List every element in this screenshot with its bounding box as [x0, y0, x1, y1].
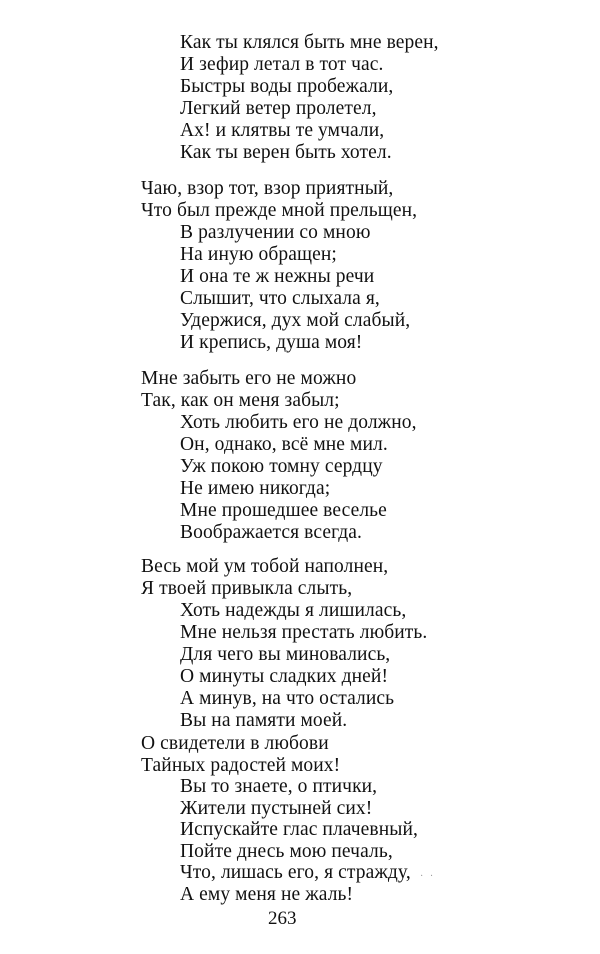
poem-line: Удержися, дух мой слабый, — [180, 310, 411, 331]
poem-line: Пойте днесь мою печаль, — [180, 840, 393, 862]
poem-line: Ах! и клятвы те умчали, — [180, 120, 385, 141]
poem-line: Быстры воды пробежали, — [180, 76, 394, 97]
poem-line: Как ты клялся быть мне верен, — [180, 32, 439, 53]
poem-line: Легкий ветер пролетел, — [180, 98, 377, 119]
poem-line: Мне нельзя престать любить. — [180, 622, 428, 643]
poem-line: Не имею никогда; — [180, 478, 331, 499]
poem-line: И крепись, душа моя! — [180, 332, 363, 353]
poem-line: Я твоей привыкла слыть, — [141, 578, 353, 599]
poem-line: А ему меня не жаль! — [180, 883, 354, 905]
poem-line: Жители пустыней сих! — [180, 797, 373, 819]
poem-line: И она те ж нежны речи — [180, 266, 375, 287]
poem-line: Что, лишась его, я стражду, — [180, 862, 411, 883]
poem-line: О минуты сладких дней! — [180, 666, 389, 687]
poem-line: Вы то знаете, о птички, — [180, 776, 378, 797]
poem-line: Испускайте глас плачевный, — [180, 819, 418, 840]
poem-line: Так, как он меня забыл; — [141, 390, 340, 411]
poem-line: Хоть надежды я лишилась, — [180, 600, 407, 621]
poem-line: Чаю, взор тот, взор приятный, — [141, 178, 394, 199]
print-speck: · · — [420, 871, 436, 882]
poem-line: Как ты верен быть хотел. — [180, 142, 392, 163]
poem-line: Вы на памяти моей. — [180, 710, 348, 731]
poem-line: А минув, на что остались — [180, 688, 395, 709]
page-number: 263 — [268, 908, 297, 929]
poem-line: Уж покою томну сердцу — [180, 456, 383, 477]
poem-line: Что был прежде мной прельщен, — [141, 200, 418, 221]
poem-line: Мне прошедшее веселье — [180, 500, 387, 521]
poem-line: Хоть любить его не должно, — [180, 412, 417, 433]
poem-line: На иную обращен; — [180, 244, 337, 265]
poem-line: Он, однако, всё мне мил. — [180, 434, 388, 455]
poem-line: В разлучении со мною — [180, 222, 371, 243]
poem-line: Мне забыть его не можно — [141, 368, 357, 389]
poem-line: Для чего вы миновались, — [180, 644, 391, 665]
poem-line: Слышит, что слыхала я, — [180, 288, 380, 309]
poem-line: Тайных радостей моих! — [141, 754, 341, 776]
poem-line: И зефир летал в тот час. — [180, 54, 384, 75]
poem-line: Воображается всегда. — [180, 522, 362, 543]
poem-line: Весь мой ум тобой наполнен, — [141, 556, 389, 577]
poem-line: О свидетели в любови — [141, 733, 329, 754]
